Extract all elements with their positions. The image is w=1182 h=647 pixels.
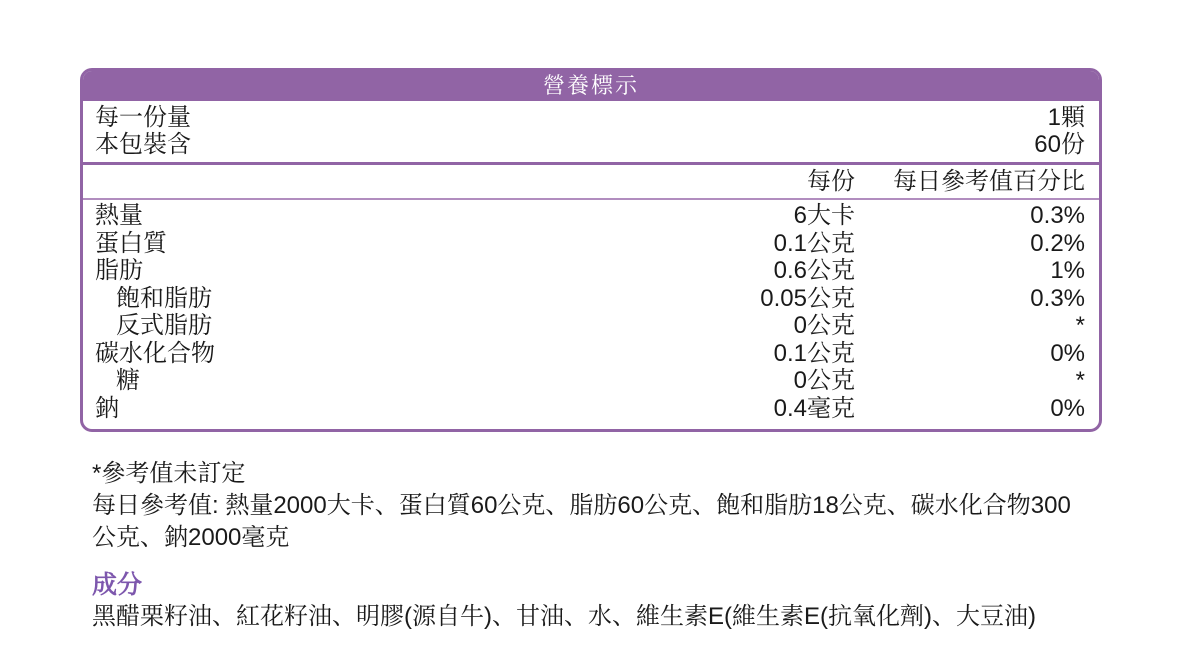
- nutrient-amount: 6大卡: [793, 202, 855, 229]
- servings-per-package-row: [95, 131, 1085, 158]
- column-header-row: [83, 165, 1099, 198]
- footnotes: [80, 458, 1094, 554]
- servings-per-package-label: 本包裝含: [95, 131, 191, 158]
- nutrient-name: 反式脂肪: [116, 312, 212, 339]
- nutrient-amount: 0.6公克: [773, 257, 855, 284]
- nutrient-amount: 0.05公克: [760, 284, 855, 312]
- nutrient-name: 碳水化合物: [95, 339, 215, 367]
- servings-per-package-value: 60份: [1034, 131, 1085, 158]
- nutrient-row: [83, 340, 1099, 368]
- ingredients-section: [80, 570, 1094, 632]
- nutrient-daily-value: 0.2%: [1030, 229, 1085, 257]
- nutrient-daily-value: 1%: [1050, 257, 1085, 284]
- nutrient-row: [83, 367, 1099, 395]
- ingredients-heading: 成分: [92, 571, 143, 599]
- column-header-amount: 每份: [807, 168, 855, 195]
- nutrient-name: 熱量: [95, 202, 143, 229]
- ingredients-text: 黑醋栗籽油、紅花籽油、明膠(源自牛)、甘油、水、維生素E(維生素E(抗氧化劑)、大豆油): [92, 603, 1036, 630]
- nutrient-row: [83, 257, 1099, 285]
- serving-size-label: 每一份量: [95, 104, 191, 131]
- nutrient-name: 蛋白質: [95, 229, 167, 257]
- nutrient-name: 脂肪: [95, 257, 143, 284]
- column-header-daily-value: 每日參考值百分比: [893, 168, 1085, 195]
- nutrient-name: 飽和脂肪: [116, 284, 212, 312]
- nutrient-row: [83, 285, 1099, 313]
- table-title-band: [83, 71, 1099, 101]
- nutrient-amount: 0.1公克: [773, 229, 855, 257]
- reference-note: *參考值未訂定: [92, 460, 246, 487]
- nutrient-daily-value: 0.3%: [1030, 202, 1085, 229]
- table-title: 營養標示: [542, 73, 639, 98]
- nutrient-name: 鈉: [95, 394, 119, 422]
- nutrient-daily-value: 0%: [1050, 339, 1085, 367]
- nutrient-daily-value: *: [1075, 312, 1085, 339]
- serving-size-value: 1顆: [1047, 104, 1085, 131]
- nutrient-rows: [83, 200, 1099, 429]
- nutrient-amount: 0公克: [793, 312, 855, 339]
- serving-section: [83, 101, 1099, 162]
- daily-reference-values: 每日參考值: 熱量2000大卡、蛋白質60公克、脂肪60公克、飽和脂肪18公克、碳水化合物300公克、鈉2000毫克: [92, 492, 1071, 551]
- nutrient-name: 糖: [116, 367, 140, 394]
- nutrient-amount: 0.4毫克: [773, 394, 855, 422]
- nutrient-daily-value: *: [1075, 367, 1085, 394]
- nutrition-facts-table: [80, 68, 1102, 432]
- nutrient-row: [83, 230, 1099, 258]
- nutrient-row: [83, 395, 1099, 423]
- nutrient-amount: 0公克: [793, 367, 855, 394]
- column-header-spacer: [95, 165, 675, 198]
- nutrient-amount: 0.1公克: [773, 339, 855, 367]
- nutrient-row: [83, 312, 1099, 340]
- serving-size-row: [95, 104, 1085, 131]
- nutrient-row: [83, 202, 1099, 230]
- nutrient-daily-value: 0%: [1050, 394, 1085, 422]
- nutrient-daily-value: 0.3%: [1030, 284, 1085, 312]
